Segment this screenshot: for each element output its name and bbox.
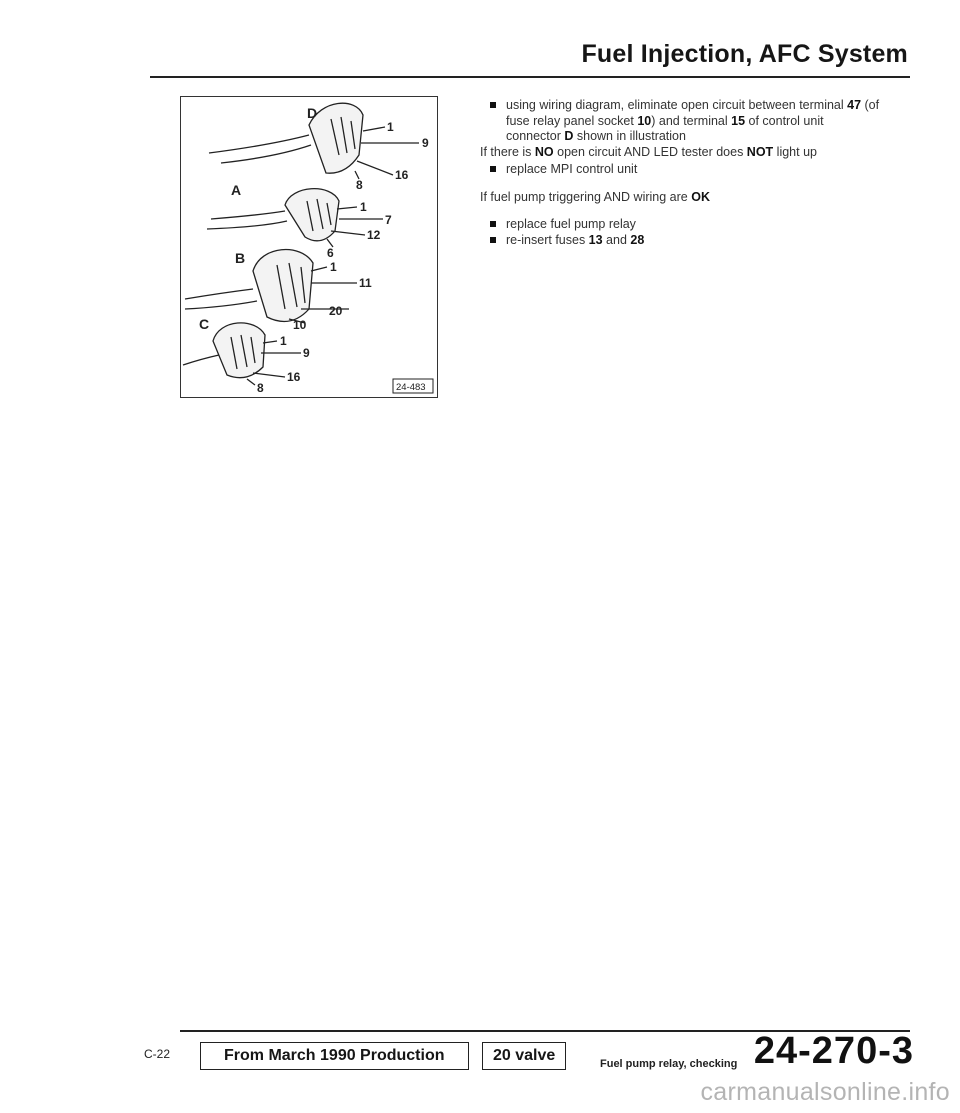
connector-a-label: A — [231, 182, 242, 198]
connector-diagram — [181, 97, 436, 396]
page-title: Fuel Injection, AFC System — [581, 40, 908, 68]
connector-c-cable — [183, 355, 219, 365]
production-badge: From March 1990 Production — [200, 1042, 469, 1070]
valve-badge: 20 valve — [482, 1042, 566, 1070]
step-replace-control-unit: replace MPI control unit — [480, 162, 880, 178]
watermark: carmanualsonline.info — [700, 1078, 950, 1106]
connector-c-body — [213, 323, 265, 378]
connector-d-label: D — [307, 105, 318, 121]
socket-10: 10 — [637, 113, 652, 128]
connector-a-body — [285, 189, 339, 241]
connector-b-label: B — [235, 250, 246, 266]
connector-d-cable — [221, 145, 311, 163]
step-replace-relay: replace fuel pump relay — [480, 217, 880, 233]
connector-b-pin-20: 20 — [329, 304, 343, 318]
terminal-47: 47 — [847, 98, 862, 112]
fuse-28: 28 — [630, 232, 645, 247]
connector-d-leader-lines — [355, 127, 419, 179]
connector-c-pin-8: 8 — [257, 381, 264, 395]
connector-b-cable — [185, 289, 253, 299]
connector-a-pin-12: 12 — [367, 228, 381, 242]
connector-b-pin-10: 10 — [293, 318, 307, 332]
connector-b-cable — [185, 301, 257, 309]
connector-c-pin-16: 16 — [287, 370, 301, 384]
connector-a-cable — [211, 211, 285, 219]
connector-a-cable — [207, 221, 287, 229]
connector-d-pin-8: 8 — [356, 178, 363, 192]
connector-d-pin-16: 16 — [395, 168, 409, 182]
condition-no-open-circuit: If there is NO open circuit AND LED tester does NOT light up — [480, 144, 817, 159]
section-number: 24-270-3 — [753, 1030, 914, 1072]
connector-a-pin-1: 1 — [360, 200, 367, 214]
connector-b-body — [253, 250, 313, 322]
instruction-text — [480, 98, 880, 248]
connector-d-pin-9: 9 — [422, 136, 429, 150]
connector-b-pin-1: 1 — [330, 260, 337, 274]
step-eliminate-open-circuit: using wiring diagram, eliminate open circuit between terminal 47 (of fuse relay panel socket 10) and terminal 15 of control unit connector D shown in illustration — [480, 98, 880, 145]
fuse-13: 13 — [588, 232, 603, 247]
connector-d-ref: D — [564, 129, 574, 143]
connector-a-pin-6: 6 — [327, 246, 334, 260]
connector-c — [183, 323, 301, 385]
connector-c-pin-9: 9 — [303, 346, 310, 360]
terminal-15: 15 — [731, 113, 746, 128]
connector-d-pin-1: 1 — [387, 120, 394, 134]
connector-illustration — [180, 96, 438, 398]
header-rule — [150, 76, 910, 78]
page-code: C-22 — [144, 1047, 171, 1061]
connector-a-pin-7: 7 — [385, 213, 392, 227]
condition-pump-ok: If fuel pump triggering AND wiring are OK — [480, 189, 710, 204]
figure-ref-code: 24-483 — [396, 382, 426, 393]
connector-c-label: C — [199, 316, 210, 332]
connector-c-pin-1: 1 — [280, 334, 287, 348]
step-reinsert-fuses: re-insert fuses 13 and 28 — [480, 233, 880, 249]
footer-subject: Fuel pump relay, checking — [600, 1058, 738, 1070]
connector-b-pin-11: 11 — [359, 276, 372, 290]
